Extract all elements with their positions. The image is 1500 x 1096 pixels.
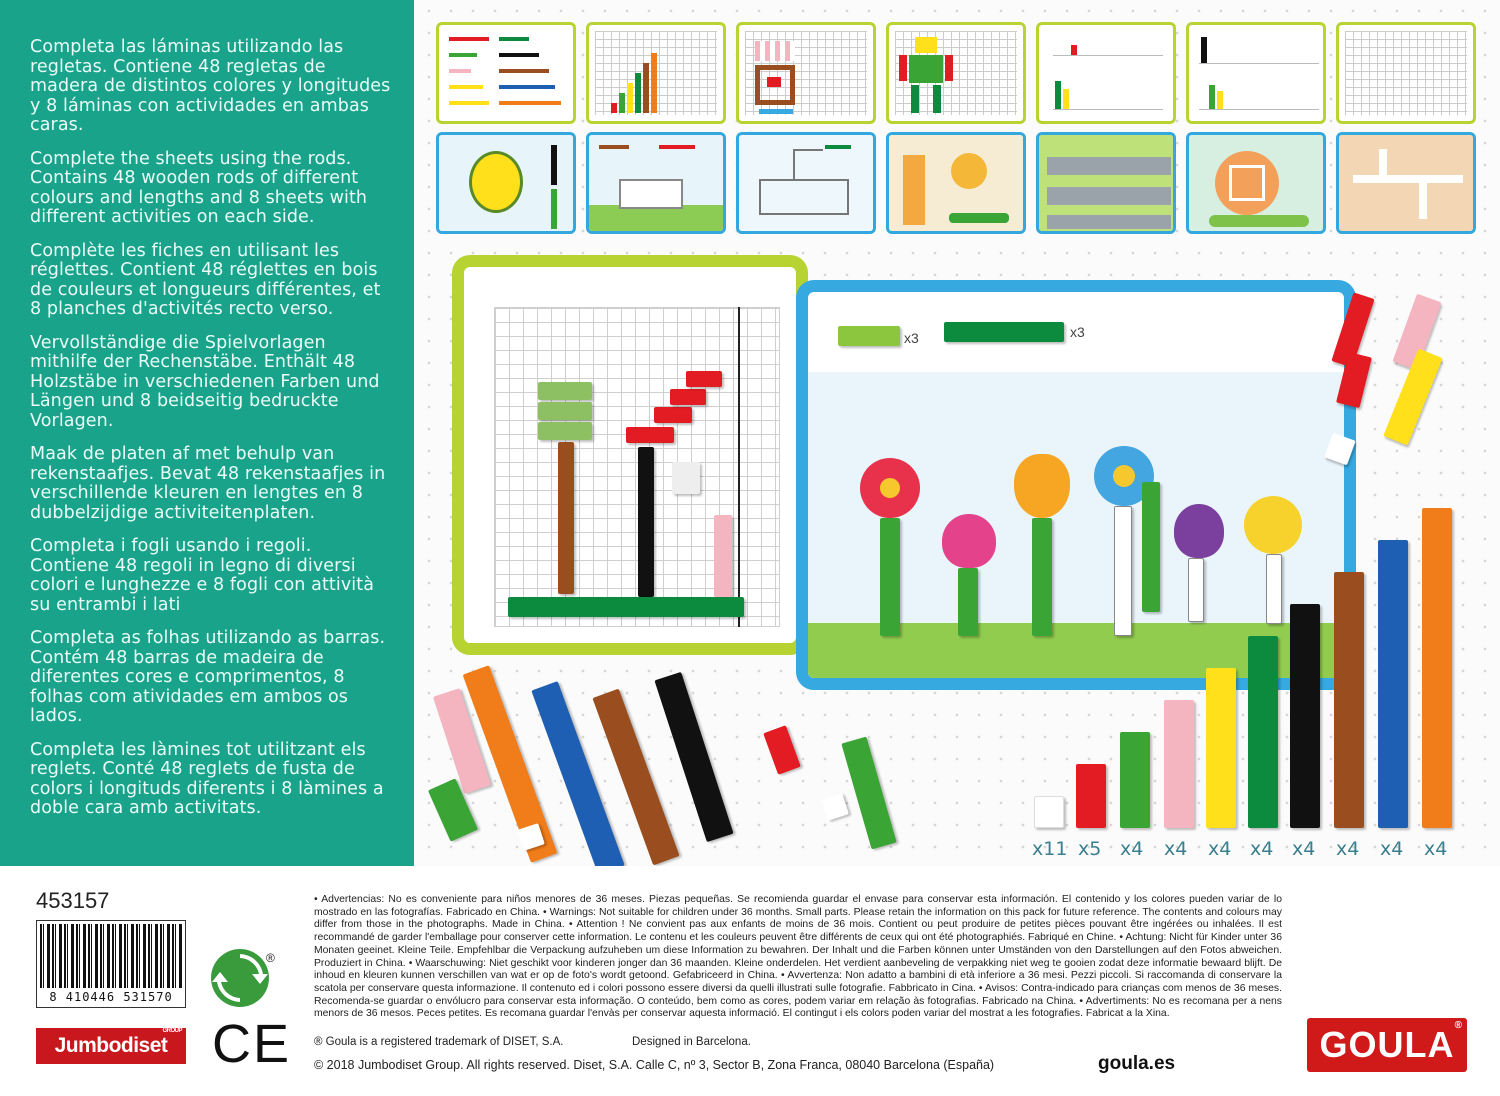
instructions-fr: Complète les fiches en utilisant les réglettes. Contient 48 réglettes en bois de couleurs et longueurs différentes, et 8 planches d'activités recto verso. (30, 240, 381, 319)
rod-black (1290, 604, 1320, 828)
rod-count-pink: x4 (1164, 838, 1188, 860)
barcode (36, 920, 186, 1008)
safety-warnings: • Advertencias: No es conveniente para niños menores de 36 meses. Piezas pequeñas. Se recomienda guardar el envase para conservar esta información. El contenido y los colores pueden variar de lo mostrado en las fotografías. Fabricado en China. • Warnings: Not suitable for children under 36 months. Small parts. Please retain the information on this pack for future reference. The contents and colours may differ from those in the photographs. Made in China. • Attention ! Ne convient pas aux enfants de moins de 36 mois. Contient ou peut produire de petites pièces pouvant être ingérées ou inhalées. Il est recommandé de garder l'emballage pour conserver cette information. Le contenu et les couleurs peuvent être différents de ceux qui ont été photographiés. Fabriqué en Chine. • Achtung: Nicht für Kinder unter 36 Monaten geeinet. Kleine Teile. Empfehlbar die Verpackung aufzuheben um diese Information zu bewahren. Der Inhalt und die Farben können unter Umständen von den Darstellungen auf den Fotos abweichen. Produziert in China. • Waarschuwing: Niet geschikt voor kinderen jonger dan 36 maanden. Kleine onderdelen. Het verdient aanbeveling de verpakking niet weg te gooien zodat deze informatie bewaard blijft. De inhoud en kleuren kunnen verschillen van wat er op de foto's wordt getoond. Gefabriceerd in China. • Avvertenza: Non adatto a bambini di età inferiore a 36 mesi. Pezzi piccoli. Si raccomanda di conservare la scatola per conservare questa informazione. Il contenuto ed i colori possono essere diversi da quelli illustrati sulle fotografie. Fabbricato in Cina. • Avisos: Contra-indicado para crianças com menos de 36 meses. Recomenda-se guardar o envólucro para conservar esta informação. O conteúdo, bem como as cores, podem variar em relação às fotografias. Fabricado na China. • Advertiments: No es recomana per a nens menors de 36 mesos. Peces petites. Es recomana guardar l'envàs per conservar aquesta informació. El contingut i els colors poden variar del mostrat a les fotografies. Fabricat a la Xina. (314, 894, 1282, 1020)
goula-registered-mark: ® (1454, 1020, 1463, 1031)
thumbnail-sheet-10 (736, 132, 876, 234)
designed-in: Designed in Barcelona. (632, 1036, 751, 1048)
jumbodiset-logo (36, 1028, 186, 1064)
instructions-ca: Completa les làmines tot utilitzant els reglets. Conté 48 reglets de fusta de colors i longituds diferents i 8 làmines a doble cara amb activitats. (30, 739, 384, 818)
rod-count-red: x5 (1078, 838, 1102, 860)
rod-count-brown: x4 (1336, 838, 1360, 860)
rod-light-green (1120, 732, 1150, 828)
instructions-es: Completa las láminas utilizando las regletas. Contiene 48 regletas de madera de distintos colores y longitudes y 8 láminas con actividades en ambas caras. (30, 37, 391, 135)
thumbnail-sheet-8 (436, 132, 576, 234)
rod-count-light-green: x4 (1120, 838, 1144, 860)
thumbnail-sheet-12 (1036, 132, 1176, 234)
thumbnail-sheet-1 (436, 22, 576, 124)
barcode-number: 8 410446 531570 (49, 990, 173, 1004)
rod-count-dark-green: x4 (1250, 838, 1274, 860)
rod-dark-green (1248, 636, 1278, 828)
rod-count-label-b: x3 (1070, 324, 1085, 340)
trademark-notice: ® Goula is a registered trademark of DISET, S.A. (314, 1036, 564, 1048)
copyright-notice: © 2018 Jumbodiset Group. All rights reserved. Diset, S.A. Calle C, nº 3, Sector B, Zona Franca, 08040 Barcelona (España) (314, 1058, 995, 1072)
rod-count-white: x11 (1032, 838, 1068, 860)
thumbnail-sheet-14 (1336, 132, 1476, 234)
website-link[interactable]: goula.es (1098, 1053, 1176, 1074)
thumbnail-sheet-9 (586, 132, 726, 234)
instructions-panel (0, 0, 414, 866)
rod-red (1076, 764, 1106, 828)
rod-count-label-a: x3 (904, 330, 919, 346)
activity-sheet-blue (796, 280, 1356, 690)
jumbodiset-logo-text: Jumbodiset (54, 1034, 168, 1057)
product-code: 453157 (36, 888, 110, 913)
rod-count-yellow: x4 (1208, 838, 1232, 860)
instructions-pt: Completa as folhas utilizando as barras. Contém 48 barras de madeira de diferentes cores e comprimentos, 8 folhas com atividades em ambos os lados. (30, 628, 386, 726)
instructions-nl: Maak de platen af met behulp van rekenstaafjes. Bevat 48 rekenstaafjes in verschillende kleuren en lengtes en 8 dubbelzijdige activiteitenplaten. (30, 444, 386, 523)
thumbnail-sheet-3 (736, 22, 876, 124)
thumbnail-sheet-2 (586, 22, 726, 124)
registered-mark: ® (266, 951, 275, 965)
activity-sheet-green (452, 255, 808, 655)
thumbnail-sheet-13 (1186, 132, 1326, 234)
thumbnail-sheet-4 (886, 22, 1026, 124)
barcode-bars (40, 924, 182, 988)
thumbnail-sheet-5 (1036, 22, 1176, 124)
rod-orange (1422, 508, 1452, 828)
thumbnail-sheet-7 (1336, 22, 1476, 124)
rod-count-black: x4 (1292, 838, 1316, 860)
rod-brown (1334, 572, 1364, 828)
rod-count-orange: x4 (1424, 838, 1448, 860)
thumbnail-sheet-6 (1186, 22, 1326, 124)
rod-count-blue: x4 (1380, 838, 1404, 860)
instructions-de: Vervollständige die Spielvorlagen mithilfe der Rechenstäbe. Enthält 48 Holzstäbe in verschiedenen Farben und Längen und 8 beidseitig bedruckte Vorlagen. (30, 332, 380, 431)
thumbnail-sheet-11 (886, 132, 1026, 234)
instructions-en: Complete the sheets using the rods. Contains 48 wooden rods of different colours and lengths and 8 sheets with different activities on each side. (30, 148, 368, 227)
rod-pink (1164, 700, 1194, 828)
rod-yellow (1206, 668, 1236, 828)
instructions-it: Completa i fogli usando i regoli. Contiene 48 regoli in legno di diversi colori e lunghezze e 8 fogli con attività su entrambi i lati (30, 536, 375, 615)
goula-logo-text: GOULA (1319, 1024, 1455, 1065)
rod-white (1034, 796, 1064, 828)
recycle-icon (210, 948, 270, 1008)
jumbodiset-group-tag: GROUP (162, 1028, 182, 1034)
ce-mark: CE (212, 1014, 292, 1074)
rod-blue (1378, 540, 1408, 828)
goula-logo (1307, 1018, 1467, 1072)
